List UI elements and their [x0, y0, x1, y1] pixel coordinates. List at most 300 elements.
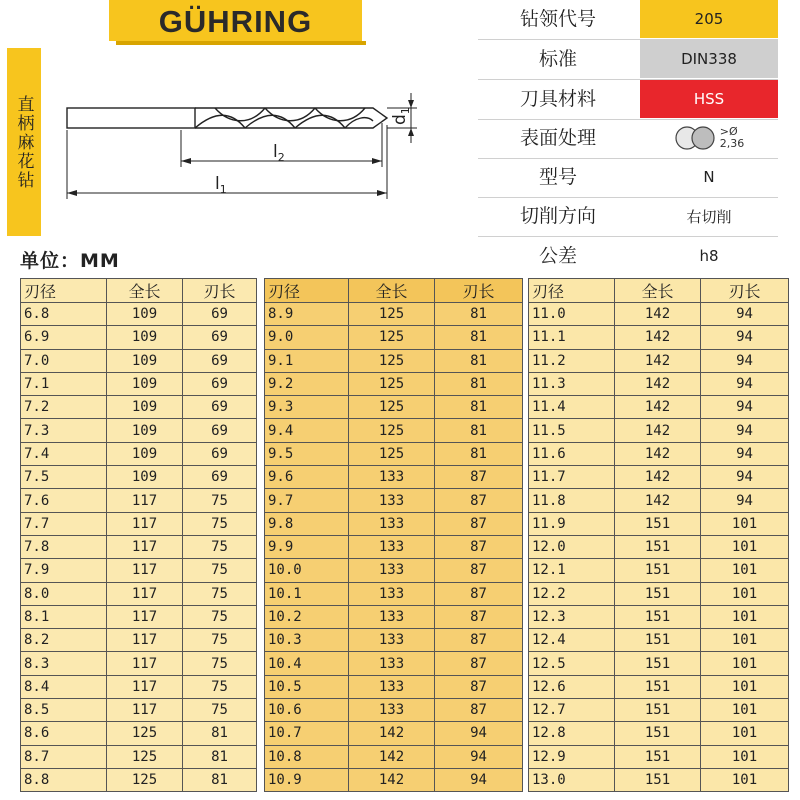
spec-label: 标准 — [538, 48, 577, 70]
table-row — [21, 489, 257, 512]
table-cell: 11.1 — [529, 326, 615, 349]
table-cell: 10.6 — [265, 699, 349, 722]
spec-label: 表面处理 — [519, 127, 596, 149]
table-cell: 12.4 — [529, 629, 615, 652]
table-cell: 133 — [349, 699, 435, 722]
spec-label: 切削方向 — [519, 205, 596, 227]
table-cell: 8.6 — [21, 722, 107, 745]
spec-row — [478, 237, 778, 275]
table-header-row — [529, 279, 789, 303]
table-cell: 10.0 — [265, 559, 349, 582]
table-cell: 7.9 — [21, 559, 107, 582]
table-cell: 8.5 — [21, 699, 107, 722]
table-cell: 151 — [615, 699, 701, 722]
table-row — [529, 699, 789, 722]
table-cell: 81 — [183, 768, 257, 791]
table-cell: 12.2 — [529, 582, 615, 605]
dimension-l1: $l_1$ — [215, 174, 227, 196]
table-cell: 101 — [701, 722, 789, 745]
table-row — [529, 745, 789, 768]
spec-value: DIN338 — [640, 40, 778, 78]
table-cell: 151 — [615, 559, 701, 582]
table-cell: 142 — [349, 768, 435, 791]
spec-label: 钻领代号 — [519, 8, 596, 30]
table-cell: 13.0 — [529, 768, 615, 791]
table-cell: 133 — [349, 582, 435, 605]
column-header: 全长 — [107, 279, 183, 303]
table-cell: 81 — [435, 326, 523, 349]
table-cell: 81 — [183, 722, 257, 745]
table-cell: 117 — [107, 652, 183, 675]
table-row — [21, 722, 257, 745]
table-row — [265, 349, 523, 372]
table-cell: 7.0 — [21, 349, 107, 372]
table-row — [21, 582, 257, 605]
table-row — [265, 699, 523, 722]
column-header: 刃长 — [183, 279, 257, 303]
table-row — [21, 745, 257, 768]
table-cell: 8.3 — [21, 652, 107, 675]
table-row — [529, 652, 789, 675]
table-row — [529, 489, 789, 512]
table-cell: 87 — [435, 675, 523, 698]
table-cell: 11.5 — [529, 419, 615, 442]
table-row — [529, 396, 789, 419]
spec-value: N — [703, 168, 715, 186]
size-table — [264, 278, 523, 792]
table-cell: 75 — [183, 512, 257, 535]
table-row — [21, 768, 257, 791]
table-row — [265, 745, 523, 768]
table-cell: 125 — [349, 396, 435, 419]
table-cell: 12.1 — [529, 559, 615, 582]
spec-row — [478, 158, 778, 196]
table-cell: 117 — [107, 535, 183, 558]
spec-row — [478, 197, 778, 235]
table-cell: 94 — [701, 349, 789, 372]
table-cell: 94 — [701, 396, 789, 419]
table-cell: 69 — [183, 349, 257, 372]
table-row — [265, 675, 523, 698]
surface-threshold — [720, 126, 745, 150]
table-cell: 142 — [349, 745, 435, 768]
drill-flute — [195, 108, 387, 128]
table-header-row — [21, 279, 257, 303]
column-header: 刃长 — [701, 279, 789, 303]
table-cell: 9.3 — [265, 396, 349, 419]
table-row — [21, 372, 257, 395]
table-cell: 125 — [349, 326, 435, 349]
table-row — [21, 512, 257, 535]
brand-logo: GÜHRING — [158, 4, 313, 39]
table-cell: 94 — [701, 372, 789, 395]
product-type-label: 直柄麻花钻 — [13, 94, 34, 190]
table-cell: 75 — [183, 535, 257, 558]
table-cell: 11.4 — [529, 396, 615, 419]
table-row — [529, 466, 789, 489]
table-row — [265, 535, 523, 558]
table-cell: 133 — [349, 489, 435, 512]
table-row — [265, 768, 523, 791]
table-cell: 117 — [107, 629, 183, 652]
table-row — [21, 303, 257, 326]
table-row — [21, 699, 257, 722]
table-cell: 117 — [107, 489, 183, 512]
table-cell: 94 — [435, 722, 523, 745]
table-row — [529, 349, 789, 372]
table-cell: 7.1 — [21, 372, 107, 395]
table-cell: 8.7 — [21, 745, 107, 768]
table-cell: 117 — [107, 582, 183, 605]
table-cell: 133 — [349, 559, 435, 582]
table-cell: 101 — [701, 652, 789, 675]
table-cell: 69 — [183, 372, 257, 395]
table-cell: 142 — [615, 303, 701, 326]
table-cell: 109 — [107, 466, 183, 489]
spec-value: 205 — [640, 0, 778, 38]
table-row — [265, 629, 523, 652]
table-cell: 101 — [701, 699, 789, 722]
table-cell: 9.0 — [265, 326, 349, 349]
table-cell: 151 — [615, 605, 701, 628]
column-header: 刃长 — [435, 279, 523, 303]
table-cell: 75 — [183, 629, 257, 652]
table-cell: 81 — [183, 745, 257, 768]
spec-label: 型号 — [538, 166, 577, 188]
table-cell: 133 — [349, 629, 435, 652]
table-cell: 87 — [435, 489, 523, 512]
table-cell: 133 — [349, 652, 435, 675]
spec-label: 刀具材料 — [519, 88, 596, 110]
table-cell: 9.9 — [265, 535, 349, 558]
table-row — [21, 349, 257, 372]
table-row — [265, 559, 523, 582]
table-cell: 117 — [107, 675, 183, 698]
table-cell: 81 — [435, 396, 523, 419]
table-cell: 75 — [183, 489, 257, 512]
table-row — [529, 605, 789, 628]
table-row — [21, 326, 257, 349]
table-row — [529, 419, 789, 442]
table-cell: 69 — [183, 419, 257, 442]
table-cell: 109 — [107, 419, 183, 442]
table-cell: 12.3 — [529, 605, 615, 628]
table-row — [21, 605, 257, 628]
table-cell: 10.1 — [265, 582, 349, 605]
table-cell: 11.7 — [529, 466, 615, 489]
table-cell: 7.6 — [21, 489, 107, 512]
table-cell: 109 — [107, 349, 183, 372]
table-cell: 109 — [107, 372, 183, 395]
spec-row — [478, 40, 778, 78]
table-cell: 75 — [183, 605, 257, 628]
table-cell: 81 — [435, 349, 523, 372]
drill-shank — [67, 108, 195, 128]
table-cell: 94 — [435, 745, 523, 768]
table-cell: 94 — [701, 303, 789, 326]
table-cell: 11.0 — [529, 303, 615, 326]
table-cell: 10.4 — [265, 652, 349, 675]
table-cell: 87 — [435, 559, 523, 582]
table-row — [265, 396, 523, 419]
table-row — [265, 582, 523, 605]
table-cell: 10.7 — [265, 722, 349, 745]
table-cell: 117 — [107, 512, 183, 535]
table-cell: 8.0 — [21, 582, 107, 605]
table-cell: 69 — [183, 396, 257, 419]
table-cell: 94 — [435, 768, 523, 791]
table-row — [265, 419, 523, 442]
table-cell: 125 — [107, 722, 183, 745]
table-cell: 7.8 — [21, 535, 107, 558]
table-cell: 69 — [183, 442, 257, 465]
table-cell: 94 — [701, 489, 789, 512]
table-cell: 142 — [615, 326, 701, 349]
unit-label: 单位：MM — [20, 250, 120, 272]
table-cell: 10.2 — [265, 605, 349, 628]
table-cell: 87 — [435, 512, 523, 535]
spec-value: h8 — [699, 247, 719, 265]
threshold-value: 2,36 — [719, 137, 745, 150]
table-row — [21, 535, 257, 558]
table-row — [265, 442, 523, 465]
column-header: 刃径 — [529, 279, 615, 303]
column-header: 全长 — [615, 279, 701, 303]
table-row — [529, 372, 789, 395]
table-row — [529, 512, 789, 535]
table-row — [21, 559, 257, 582]
table-cell: 87 — [435, 535, 523, 558]
spec-row — [478, 0, 778, 38]
table-cell: 12.8 — [529, 722, 615, 745]
table-cell: 142 — [615, 396, 701, 419]
table-cell: 109 — [107, 442, 183, 465]
table-row — [529, 442, 789, 465]
table-cell: 133 — [349, 675, 435, 698]
table-cell: 94 — [701, 326, 789, 349]
table-row — [529, 559, 789, 582]
table-cell: 94 — [701, 442, 789, 465]
table-cell: 87 — [435, 652, 523, 675]
table-cell: 117 — [107, 605, 183, 628]
table-cell: 81 — [435, 442, 523, 465]
table-cell: 75 — [183, 559, 257, 582]
table-cell: 9.7 — [265, 489, 349, 512]
table-cell: 142 — [615, 442, 701, 465]
table-cell: 125 — [107, 768, 183, 791]
table-cell: 125 — [349, 303, 435, 326]
table-cell: 12.0 — [529, 535, 615, 558]
table-cell: 81 — [435, 419, 523, 442]
table-cell: 8.1 — [21, 605, 107, 628]
table-header-row — [265, 279, 523, 303]
table-cell: 142 — [615, 372, 701, 395]
table-cell: 101 — [701, 675, 789, 698]
table-cell: 75 — [183, 675, 257, 698]
table-cell: 8.9 — [265, 303, 349, 326]
table-cell: 7.4 — [21, 442, 107, 465]
table-row — [529, 722, 789, 745]
table-row — [265, 512, 523, 535]
column-header: 刃径 — [265, 279, 349, 303]
table-cell: 142 — [349, 722, 435, 745]
drill-diagram — [55, 85, 425, 205]
table-cell: 133 — [349, 512, 435, 535]
dimension-l2: $l_2$ — [273, 142, 285, 164]
table-cell: 87 — [435, 466, 523, 489]
table-cell: 94 — [701, 466, 789, 489]
table-cell: 69 — [183, 326, 257, 349]
column-header: 刃径 — [21, 279, 107, 303]
table-cell: 87 — [435, 605, 523, 628]
table-cell: 133 — [349, 535, 435, 558]
table-cell: 69 — [183, 303, 257, 326]
table-cell: 101 — [701, 605, 789, 628]
table-cell: 7.7 — [21, 512, 107, 535]
table-row — [529, 535, 789, 558]
table-cell: 151 — [615, 512, 701, 535]
table-cell: 10.9 — [265, 768, 349, 791]
table-cell: 75 — [183, 652, 257, 675]
table-cell: 151 — [615, 745, 701, 768]
spec-value: 右切削 — [686, 207, 732, 226]
table-cell: 12.6 — [529, 675, 615, 698]
table-row — [529, 582, 789, 605]
table-row — [265, 326, 523, 349]
table-row — [265, 605, 523, 628]
table-row — [265, 372, 523, 395]
table-cell: 8.8 — [21, 768, 107, 791]
table-cell: 151 — [615, 675, 701, 698]
table-cell: 6.9 — [21, 326, 107, 349]
surface-coating-icon — [674, 125, 718, 151]
size-table — [20, 278, 257, 792]
table-cell: 81 — [435, 303, 523, 326]
table-cell: 125 — [349, 419, 435, 442]
table-cell: 7.3 — [21, 419, 107, 442]
spec-value: HSS — [640, 80, 778, 118]
table-cell: 101 — [701, 768, 789, 791]
spec-row — [478, 119, 778, 157]
table-row — [265, 489, 523, 512]
table-cell: 8.4 — [21, 675, 107, 698]
table-cell: 11.8 — [529, 489, 615, 512]
table-row — [265, 466, 523, 489]
table-cell: 125 — [107, 745, 183, 768]
table-cell: 12.5 — [529, 652, 615, 675]
table-cell: 10.3 — [265, 629, 349, 652]
table-cell: 9.2 — [265, 372, 349, 395]
table-cell: 12.9 — [529, 745, 615, 768]
table-cell: 69 — [183, 466, 257, 489]
table-cell: 151 — [615, 722, 701, 745]
table-cell: 10.8 — [265, 745, 349, 768]
table-row — [265, 303, 523, 326]
table-row — [21, 629, 257, 652]
table-cell: 9.6 — [265, 466, 349, 489]
table-cell: 125 — [349, 349, 435, 372]
table-cell: 151 — [615, 629, 701, 652]
table-cell: 101 — [701, 512, 789, 535]
table-cell: 101 — [701, 629, 789, 652]
table-cell: 9.4 — [265, 419, 349, 442]
table-cell: 81 — [435, 372, 523, 395]
table-cell: 151 — [615, 535, 701, 558]
table-cell: 87 — [435, 582, 523, 605]
table-row — [529, 629, 789, 652]
table-cell: 75 — [183, 582, 257, 605]
spec-value — [640, 119, 778, 157]
table-cell: 151 — [615, 768, 701, 791]
table-cell: 109 — [107, 303, 183, 326]
table-cell: 11.6 — [529, 442, 615, 465]
table-cell: 117 — [107, 559, 183, 582]
table-cell: 101 — [701, 582, 789, 605]
table-cell: 10.5 — [265, 675, 349, 698]
table-row — [21, 652, 257, 675]
table-cell: 101 — [701, 535, 789, 558]
threshold-symbol: >Ø — [719, 125, 738, 138]
table-cell: 9.5 — [265, 442, 349, 465]
table-cell: 7.5 — [21, 466, 107, 489]
table-row — [529, 675, 789, 698]
table-cell: 11.2 — [529, 349, 615, 372]
table-cell: 9.8 — [265, 512, 349, 535]
table-cell: 101 — [701, 745, 789, 768]
table-cell: 12.7 — [529, 699, 615, 722]
table-cell: 109 — [107, 326, 183, 349]
table-row — [529, 326, 789, 349]
table-cell: 11.9 — [529, 512, 615, 535]
table-cell: 142 — [615, 466, 701, 489]
table-row — [529, 768, 789, 791]
table-row — [21, 442, 257, 465]
table-cell: 11.3 — [529, 372, 615, 395]
column-header: 全长 — [349, 279, 435, 303]
table-row — [265, 652, 523, 675]
table-cell: 75 — [183, 699, 257, 722]
table-cell: 8.2 — [21, 629, 107, 652]
table-cell: 117 — [107, 699, 183, 722]
table-row — [265, 722, 523, 745]
size-table — [528, 278, 789, 792]
table-row — [21, 419, 257, 442]
table-cell: 142 — [615, 349, 701, 372]
spec-row — [478, 80, 778, 118]
table-cell: 151 — [615, 652, 701, 675]
table-cell: 133 — [349, 605, 435, 628]
table-row — [21, 675, 257, 698]
table-cell: 142 — [615, 419, 701, 442]
table-row — [529, 303, 789, 326]
table-cell: 133 — [349, 466, 435, 489]
table-row — [21, 466, 257, 489]
table-cell: 109 — [107, 396, 183, 419]
table-cell: 125 — [349, 442, 435, 465]
spec-label: 公差 — [538, 245, 577, 267]
table-cell: 87 — [435, 629, 523, 652]
table-cell: 7.2 — [21, 396, 107, 419]
table-cell: 101 — [701, 559, 789, 582]
table-cell: 9.1 — [265, 349, 349, 372]
table-row — [21, 396, 257, 419]
table-cell: 94 — [701, 419, 789, 442]
table-cell: 142 — [615, 489, 701, 512]
dimension-d1: $d_1$ — [390, 107, 412, 125]
table-cell: 87 — [435, 699, 523, 722]
table-cell: 151 — [615, 582, 701, 605]
table-cell: 6.8 — [21, 303, 107, 326]
